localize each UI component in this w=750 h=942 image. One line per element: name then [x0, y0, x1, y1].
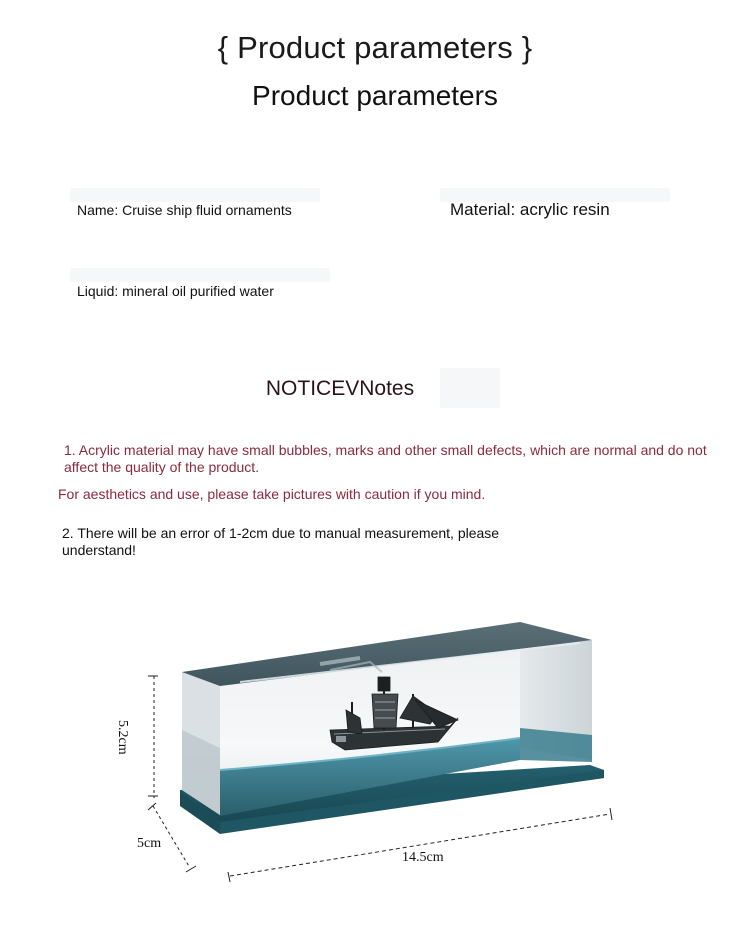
page-title: Product parameters — [252, 80, 498, 111]
section-title-bracketed: { Product parameters } — [217, 30, 533, 65]
product-image — [115, 610, 630, 900]
background-artifact — [70, 188, 320, 202]
dimension-height-label: 5.2cm — [115, 720, 130, 755]
dimension-depth-label: 5cm — [137, 836, 162, 851]
param-name: Name: Cruise ship fluid ornaments — [77, 202, 292, 218]
dimension-length-label: 14.5cm — [402, 850, 444, 865]
param-liquid: Liquid: mineral oil purified water — [77, 283, 274, 299]
background-artifact — [70, 268, 330, 282]
acrylic-ship-ornament-illustration — [120, 610, 630, 900]
notice-item-1-extra: For aesthetics and use, please take pictures with caution if you mind. — [58, 486, 486, 502]
notice-item-2: 2. There will be an error of 1-2cm due to manual measurement, please understand! — [62, 525, 500, 558]
notice-item-1: 1. Acrylic material may have small bubbles, marks and other small defects, which are normal and do not affect the quality of the product. — [64, 442, 707, 475]
notice-title: NOTICEVNotes — [265, 377, 415, 400]
param-material: Material: acrylic resin — [450, 200, 610, 219]
